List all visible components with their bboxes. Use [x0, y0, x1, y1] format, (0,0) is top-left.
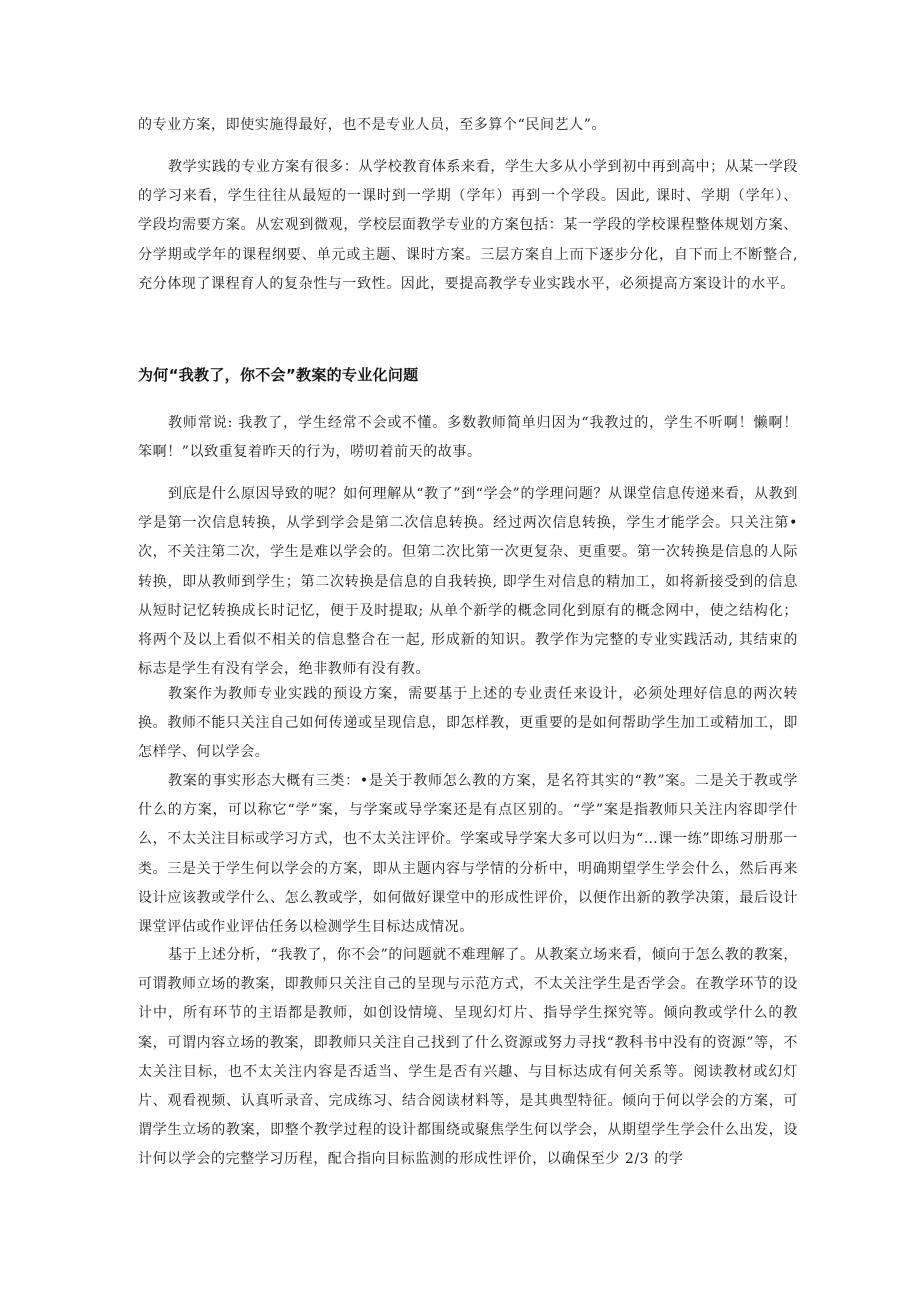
paragraph-analysis: 基于上述分析，“我教了，你不会”的问题就不难理解了。从教案立场来看，倾向于怎么教的教案，可谓教师立场的教案，即教师只关注自己的呈现与示范方式，不太关注学生是否学会。在教学环节的设计中，所有环节的主语都是教师，如创设情境、呈现幻灯片、指导学生探究等。倾向教或学什么的教案，可谓内容立场的教案，即教师只关注自己找到了什么资源或努力寻找“教科书中没有的资源”等，不太关注目标，也不太关注内容是否适当、学生是否有兴趣、与目标达成有何关系等。阅读教材或幻灯片、观看视频、认真听录音、完成练习、结合阅读材料等，是其典型特征。倾向于何以学会的方案，可谓学生立场的教案，即整个教学过程的设计都围绕或聚焦学生何以学会，从期望学生学会什么出发，设计何以学会的完整学习历程，配合指向目标监测的形成性评价，以确保至少 2/3 的学 — [138, 947, 798, 1168]
paragraph-professional-plans: 教学实践的专业方案有很多：从学校教育体系来看，学生大多从小学到初中再到高中；从某一学段的学习来看，学生往往从最短的一课时到一学期（学年）再到一个学段。因此, 课时、学期（学年）、学段均需要方案。从宏观到微观，学校层面教学专业的方案包括：某一学段的学校课程整体规划方案、分学期或学年的课程纲要、单元或主题、课时方案。三层方案自上而下逐步分化，自下而上不断整合, 充分体现了课程育人的复杂性与一致性。因此，要提高教学专业实践水平，必须提高方案设计的水平。 — [138, 159, 798, 292]
paragraph-information-conversion: 到底是什么原因导致的呢？如何理解从“教了”到“学会”的学理问题？从课堂信息传递来看，从教到学是第一次信息转换，从学到学会是第二次信息转换。经过两次信息转换，学生才能学会。只关注第•次，不关注第二次，学生是难以学会的。但第二次比第一次更复杂、更重要。第一次转换是信息的人际转换，即从教师到学生；第二次转换是信息的自我转换, 即学生对信息的精加工，如将新接受到的信息从短时记忆转换成长时记忆，便于及时提取; 从单个新学的概念同化到原有的概念网中，使之结构化；将两个及以上看似不相关的信息整合在一起, 形成新的知识。教学作为完整的专业实践活动, 其结束的标志是学生有没有学会，绝非教师有没有教。 — [138, 486, 798, 678]
paragraph-three-types: 教案的事实形态大概有三类：•是关于教师怎么教的方案，是名符其实的“教”案。二是关于教或学什么的方案，可以称它“学”案，与学案或导学案还是有点区别的。“学”案是指教师只关注内容即学什么，不太关注目标或学习方式，也不太关注评价。学案或导学案大多可以归为“…课一练”即练习册那一类。三是关于学生何以学会的方案，即从主题内容与学情的分析中，明确期望学生学会什么，然后再来设计应该教或学什么、怎么教或学，如何做好课堂中的形成性评价，以便作出新的教学决策，最后设计课堂评估或作业评估任务以检测学生目标达成情况。 — [138, 773, 798, 936]
section-heading: 为何“我教了，你不会”教案的专业化问题 — [138, 366, 419, 384]
paragraph-lesson-plan-design: 教案作为教师专业实践的预设方案，需要基于上述的专业责任来设计，必须处理好信息的两次转换。教师不能只关注自己如何传递或呈现信息，即怎样教，更重要的是如何帮助学生加工或精加工，即怎样学、何以学会。 — [138, 686, 798, 761]
paragraph-continuation: 的专业方案，即使实施得最好，也不是专业人员，至多算个“民间艺人”。 — [138, 117, 607, 133]
paragraph-teacher-saying: 教师常说: 我教了，学生经常不会或不懂。多数教师简单归因为“我教过的，学生不听啊！懒啊！笨啊！”以致重复着昨天的行为，唠叨着前天的故事。 — [138, 415, 798, 461]
